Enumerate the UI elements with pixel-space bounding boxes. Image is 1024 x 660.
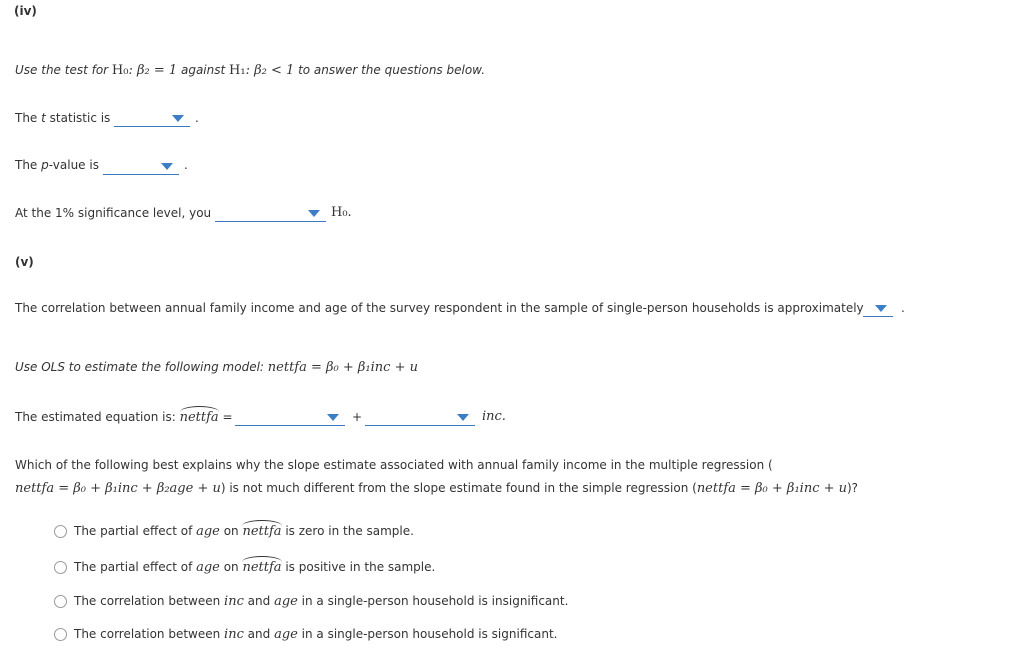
option-text: in a single-person household is insignificant. (297, 594, 569, 608)
t-var: t (41, 111, 46, 125)
est-prefix: The estimated equation is: (15, 410, 180, 424)
significance-label: At the 1% significance level, you (15, 206, 212, 220)
p-value-label (15, 158, 99, 172)
instruction-suffix: to answer the questions below. (294, 63, 486, 77)
hypothesis-instruction (15, 63, 485, 78)
h0-symbol: H₀ (111, 63, 129, 78)
chevron-down-icon (308, 210, 320, 217)
option-text: The partial effect of (74, 560, 197, 574)
p-value-period: . (184, 158, 188, 172)
slope-dropdown[interactable] (365, 408, 475, 426)
option-1-radio[interactable] (54, 525, 67, 538)
option-var: nettfa (242, 560, 282, 575)
option-text: and (243, 594, 275, 608)
est-equals: = (222, 410, 233, 424)
option-text: The correlation between (74, 627, 225, 641)
correlation-period: . (901, 301, 905, 315)
ols-model: nettfa = β₀ + β₁inc + u (267, 360, 418, 375)
question-line1: Which of the following best explains why the slope estimate associated with annual family income in the multiple regression ( (15, 458, 773, 472)
option-var: nettfa (242, 524, 282, 539)
option-3-label[interactable] (74, 594, 568, 609)
option-text: on (219, 524, 243, 538)
plus-sign: + (352, 410, 363, 424)
p-suffix: -value is (48, 158, 99, 172)
h1-symbol: H₁ (229, 63, 246, 78)
part-v-label: (v) (15, 255, 34, 269)
option-4-label[interactable] (74, 627, 557, 642)
correlation-label: The correlation between annual family income and age of the survey respondent in the sample of single-person households is approximately (15, 301, 864, 315)
t-statistic-dropdown[interactable] (114, 109, 190, 127)
instruction-prefix: Use the test for (15, 63, 112, 77)
option-var: age (274, 594, 298, 609)
option-var: inc (224, 627, 244, 642)
h1-expr: : β₂ < 1 (245, 63, 295, 78)
option-text: in a single-person household is significant. (297, 627, 558, 641)
ols-instruction (15, 360, 418, 375)
against-text: against (177, 63, 230, 77)
option-text: is positive in the sample. (281, 560, 436, 574)
option-var: inc (224, 594, 244, 609)
simple-model: nettfa = β₀ + β₁inc + u (696, 481, 847, 496)
t-suffix: statistic is (45, 111, 111, 125)
option-text: and (243, 627, 275, 641)
option-1-label[interactable] (74, 524, 414, 539)
correlation-dropdown[interactable] (863, 299, 893, 317)
t-statistic-label (15, 111, 110, 125)
question-mid: ) is not much different from the slope estimate found in the simple regression ( (220, 481, 697, 495)
chevron-down-icon (172, 115, 184, 122)
chevron-down-icon (457, 414, 469, 421)
option-2-label[interactable] (74, 560, 435, 575)
significance-h0: H₀. (331, 205, 352, 220)
question-line2 (15, 481, 858, 496)
inc-term: inc. (482, 409, 506, 424)
option-2-radio[interactable] (54, 561, 67, 574)
nettfa-hat: nettfa (179, 410, 219, 425)
chevron-down-icon (161, 163, 173, 170)
chevron-down-icon (875, 305, 887, 312)
p-prefix: The (15, 158, 42, 172)
option-var: age (196, 560, 220, 575)
option-text: The correlation between (74, 594, 225, 608)
estimated-equation-label (15, 410, 233, 425)
p-value-dropdown[interactable] (103, 157, 179, 175)
chevron-down-icon (327, 414, 339, 421)
option-text: The partial effect of (74, 524, 197, 538)
intercept-dropdown[interactable] (235, 408, 345, 426)
option-4-radio[interactable] (54, 628, 67, 641)
part-iv-label: (iv) (14, 4, 37, 18)
option-3-radio[interactable] (54, 595, 67, 608)
option-text: is zero in the sample. (281, 524, 414, 538)
option-var: age (196, 524, 220, 539)
question-end: )? (847, 481, 859, 495)
significance-dropdown[interactable] (215, 204, 326, 222)
ols-prefix: Use OLS to estimate the following model: (15, 360, 268, 374)
t-statistic-period: . (195, 111, 199, 125)
t-prefix: The (15, 111, 42, 125)
option-text: on (219, 560, 243, 574)
option-var: age (274, 627, 298, 642)
h0-expr: : β₂ = 1 (128, 63, 178, 78)
multi-model: nettfa = β₀ + β₁inc + β₂age + u (15, 481, 221, 496)
p-var: p (41, 158, 49, 172)
